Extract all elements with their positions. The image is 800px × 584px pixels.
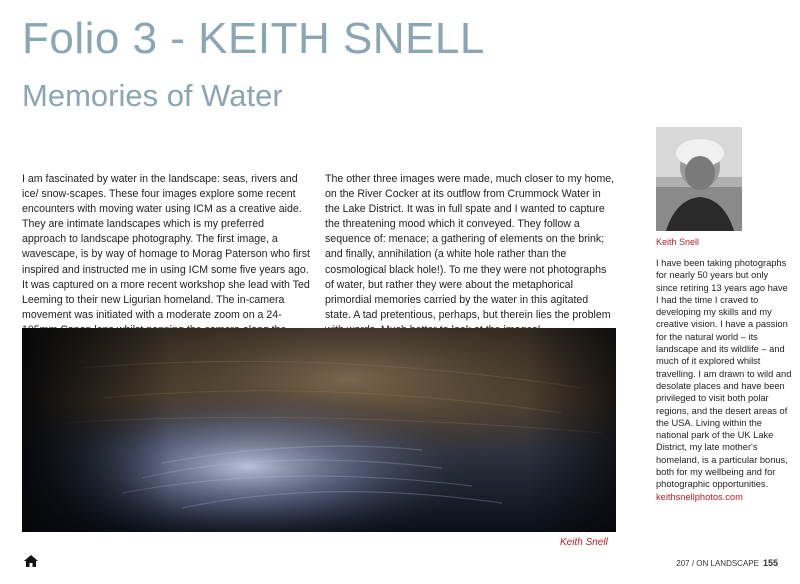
page-title: Folio 3 - KEITH SNELL [22,14,485,63]
author-bio [656,257,792,503]
issue-label: 207 / ON LANDSCAPE [676,559,759,568]
portrait-image [656,127,742,231]
page-folio [676,558,778,568]
photo-caption: Keith Snell [560,537,608,548]
bio-text: I have been taking photographs for nearly 50 years but only since retiring 13 years ago have I had the time I craved to developing my skills and my creative vision. I have a passion for the natural world – its landscape and its wildlife – and much of it explored whilst travelling. I am drawn to wild and desolate places and have been privileged to visit both polar regions, and the desert areas of the USA. Living within the national park of the UK Lake District, my late mother's homeland, is a particular bonus, both for my wellbeing and for photographic opportunities. [656,258,792,490]
website-link[interactable]: keithsnellphotos.com [656,491,743,502]
body-column-2: The other three images were made, much closer to my home, on the River Cocker at its outflow from Crummock Water in the Lake District. It was in full spate and I wanted to capture the threatening mood which it conveyed. They follow a sequence of: menace; a gathering of elements on the brink; and finally, annihilation (a white hole rather than the cosmological black hole!). To me they were not photographs of water, but rather they were about the metaphorical primordial memories carried by the water in this agitated state. A tad pretentious, perhaps, but therein lies the problem [325,173,615,321]
water-photo-image [22,328,616,532]
body-column-1: I am fascinated by water in the landscape: seas, rivers and ice/ snow-scapes. These four images explore some recent encounters with moving water using ICM as a creative aide. They are intimate landscapes which is my preferred approach to landscape photography. The first image, a wavescape, is by way of homage to Morag Paterson who first inspired and instructed me in using ICM some five years ago. It was captured on a more recent workshop she lead with Ted Leeming to their new Ligurian homeland. The in-camera movement was initiated with a moderate zoom on a 24- [22,173,310,321]
portrait-caption: Keith Snell [656,237,700,247]
page-subtitle: Memories of Water [22,78,283,113]
house-icon[interactable] [24,555,38,567]
page-number: 155 [762,558,778,568]
author-portrait [656,127,742,231]
featured-photo [22,328,616,532]
